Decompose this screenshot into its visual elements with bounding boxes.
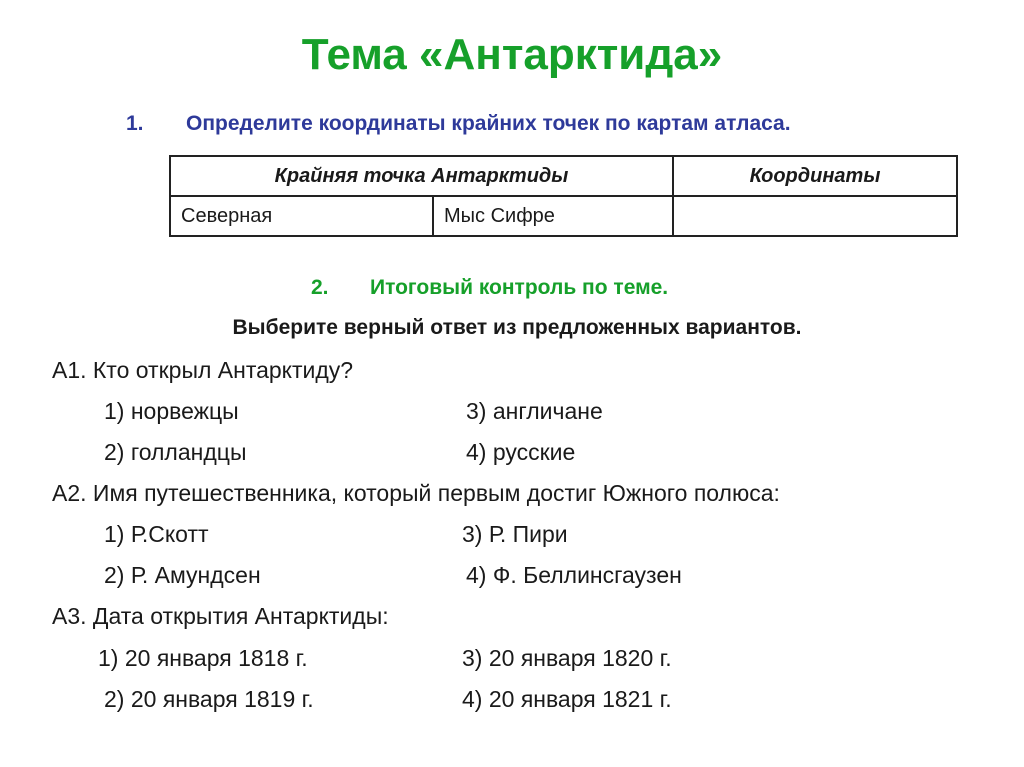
question-a3-option-3[interactable]: 3) 20 января 1820 г.	[462, 645, 672, 671]
table-cell-point-name: Мыс Сифре	[433, 196, 673, 236]
table-header-point: Крайняя точка Антарктиды	[170, 156, 673, 196]
question-a3-option-2[interactable]: 2) 20 января 1819 г.	[104, 686, 314, 712]
question-a3: А3. Дата открытия Антарктиды:	[52, 603, 389, 629]
table-cell-coordinates[interactable]	[673, 196, 957, 236]
table-row	[170, 196, 957, 236]
question-a1-option-4[interactable]: 4) русские	[466, 439, 576, 465]
table-cell-direction: Северная	[170, 196, 433, 236]
coordinates-table	[169, 155, 958, 237]
question-a3-option-4[interactable]: 4) 20 января 1821 г.	[462, 686, 672, 712]
question-a1-option-3[interactable]: 3) англичане	[466, 398, 603, 424]
table-header-row	[170, 156, 957, 196]
task-1-text: Определите координаты крайних точек по картам атласа.	[186, 112, 791, 135]
question-a2: А2. Имя путешественника, который первым достиг Южного полюса:	[52, 480, 780, 506]
task-1-number: 1.	[126, 112, 144, 135]
question-a3-option-1[interactable]: 1) 20 января 1818 г.	[98, 645, 308, 671]
table-header-coordinates: Координаты	[673, 156, 957, 196]
question-a1-option-1[interactable]: 1) норвежцы	[104, 398, 239, 424]
page-title: Тема «Антарктида»	[301, 30, 723, 79]
question-a2-option-4[interactable]: 4) Ф. Беллинсгаузен	[466, 562, 682, 588]
question-a2-option-2[interactable]: 2) Р. Амундсен	[104, 562, 261, 588]
question-a1-option-2[interactable]: 2) голландцы	[104, 439, 247, 465]
task-2-text: Итоговый контроль по теме.	[370, 276, 669, 299]
question-a2-option-3[interactable]: 3) Р. Пири	[462, 521, 568, 547]
instruction: Выберите верный ответ из предложенных вариантов.	[232, 316, 802, 339]
question-a2-option-1[interactable]: 1) Р.Скотт	[104, 521, 209, 547]
question-a1: А1. Кто открыл Антарктиду?	[52, 357, 354, 383]
task-2-number: 2.	[311, 276, 329, 299]
